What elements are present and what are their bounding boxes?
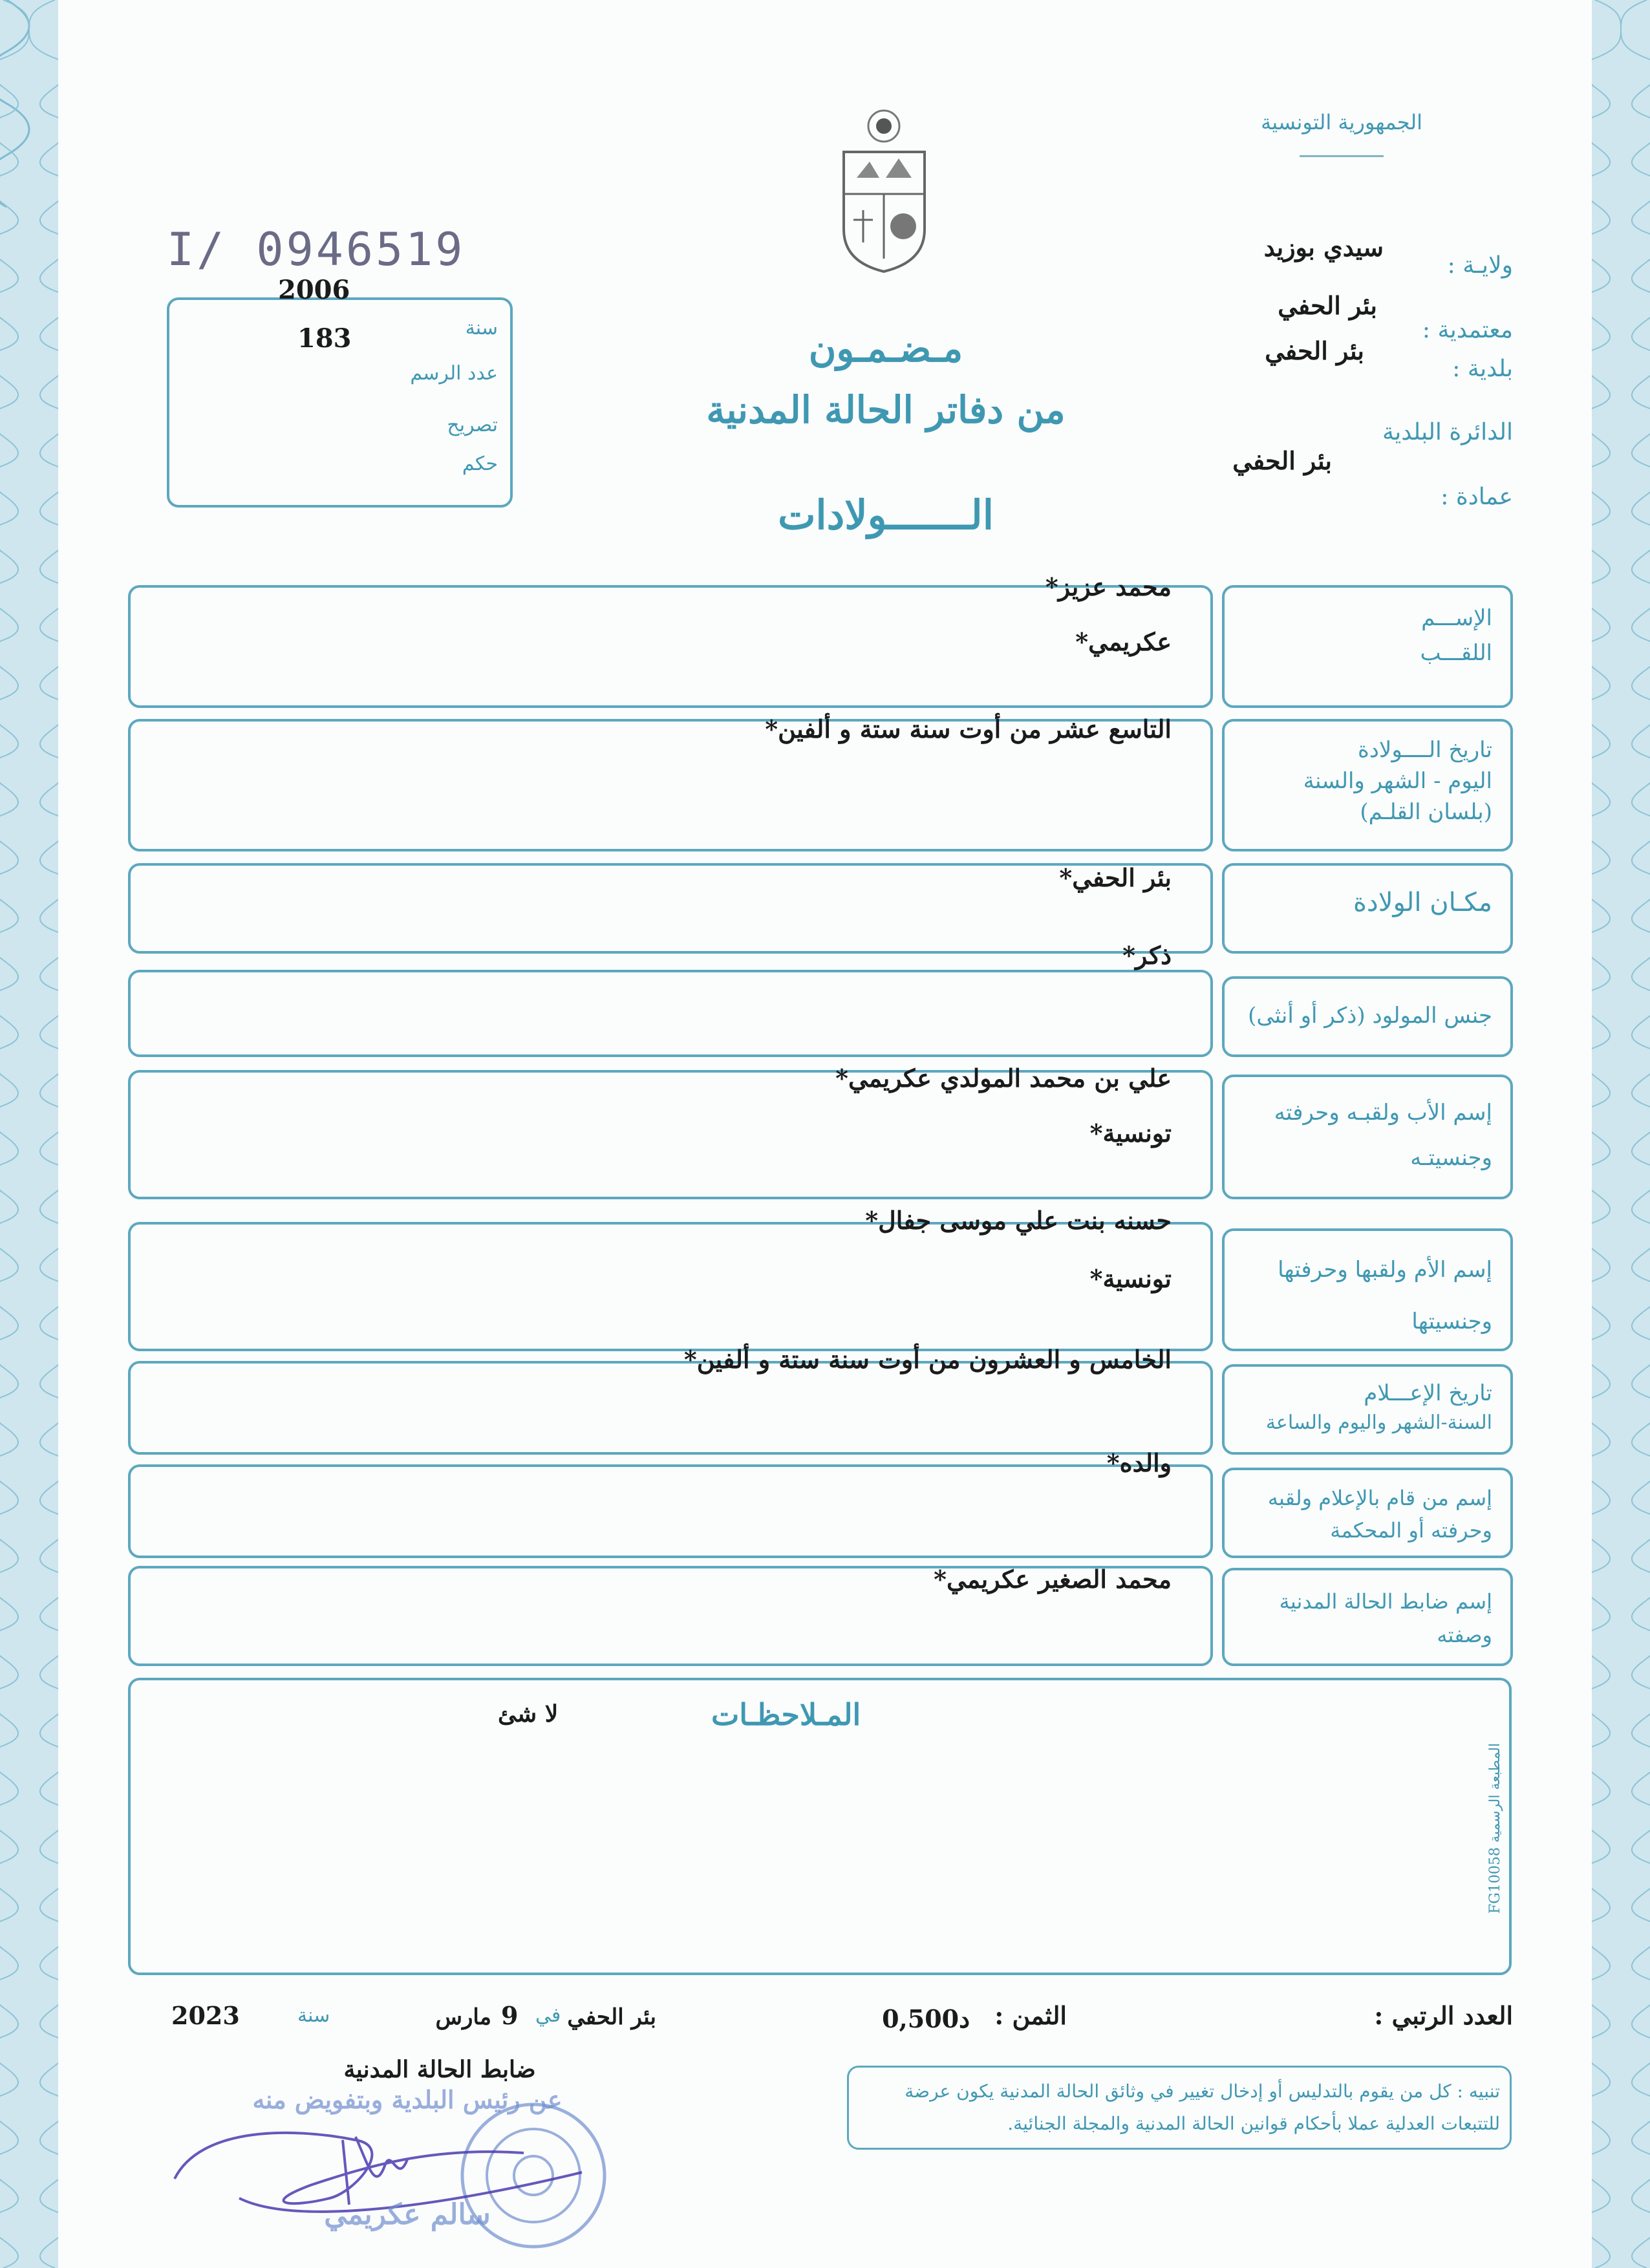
title-line1: مـضـمـون [808, 326, 963, 370]
row-mother-value-1: حسنه بنت علي موسى جفال* [865, 1206, 1172, 1235]
right-guilloche-border [1592, 0, 1650, 2268]
serial-number: I/ 0946519 [167, 223, 466, 276]
row-officer-label-box [1222, 1568, 1513, 1666]
title-line2: من دفاتر الحالة المدنية [706, 388, 1066, 432]
wilaya-label: ولايـة : [1447, 252, 1513, 279]
footer-price-value: 0,500د [882, 2004, 970, 2033]
baladiya-label: بلدية : [1452, 356, 1513, 382]
footer-day-value: 9 [501, 2001, 519, 2030]
row-name-label-1: الإســـم [1421, 605, 1492, 631]
row-birthdate-label-3: (بلسان القلـم) [1360, 799, 1492, 825]
record-number-label: عدد الرسم [410, 362, 498, 385]
row-birthplace-value: بئر الحفي* [1059, 863, 1172, 892]
title-line3: الـــــــولادات [778, 491, 994, 539]
divider [1300, 155, 1384, 157]
record-declaration-label: تصريح [447, 414, 498, 436]
row-name-value-box [128, 585, 1213, 708]
row-name-label-2: اللقـــب [1420, 640, 1492, 666]
row-father-label-1: إسم الأب ولقبـه وحرفته [1274, 1100, 1492, 1126]
row-mother-label-1: إسم الأم ولقبها وحرفتها [1278, 1257, 1492, 1283]
row-father-label-box [1222, 1075, 1513, 1199]
baladiya-value: بئر الحفي [1265, 336, 1364, 365]
row-birthdate-label-box [1222, 719, 1513, 851]
printer-mark: المطبعة الرسمية FG10058 [1487, 1743, 1503, 1914]
row-officer-label-1: إسم ضابط الحالة المدنية [1279, 1589, 1492, 1614]
row-declarant-value-box [128, 1464, 1213, 1558]
row-father-value-2: تونسية* [1089, 1118, 1172, 1148]
row-father-value-1: علي بن محمد المولدي عكريمي* [835, 1064, 1172, 1093]
row-father-label-2: وجنسيتـه [1410, 1145, 1492, 1171]
row-name-label-box [1222, 585, 1513, 708]
footer-price-label: الثمن : [994, 2001, 1067, 2030]
wilaya-value: سيدي بوزيد [1263, 233, 1384, 262]
motamadiya-value: بئر الحفي [1278, 291, 1377, 320]
row-birthplace-label: مكـان الولادة [1353, 888, 1492, 917]
record-year-label: سنة [465, 317, 498, 339]
row-birthplace-value-box [128, 863, 1213, 954]
record-number-value: 183 [297, 323, 352, 354]
omada-label: عمادة : [1441, 484, 1513, 510]
daira-value: بئر الحفي [1232, 446, 1332, 475]
record-year-value: 2006 [278, 275, 350, 305]
republic-label: الجمهورية التونسية [1261, 110, 1422, 134]
record-judgment-label: حكم [462, 453, 498, 475]
left-guilloche-border [0, 0, 58, 2268]
row-declarant-label-1: إسم من قام بالإعلام ولقبه [1267, 1486, 1492, 1510]
footer-place-value: بئر الحفي [567, 2004, 656, 2030]
row-sex-label: جنس المولود (ذكر أو أنثى) [1248, 1003, 1492, 1029]
row-mother-label-2: وجنسيتها [1411, 1309, 1492, 1334]
motamadiya-label: معتمدية : [1422, 317, 1513, 343]
row-declarant-label-2: وحرفته أو المحكمة [1330, 1518, 1492, 1543]
warning-text: تنبيه : كل من يقوم بالتدليس أو إدخال تغيير في وثائق الحالة المدنية يكون عرضة للتتبعات العدلية عملا بأحكام قوانين الحالة المدنية والمجلة الجنائية. [905, 2081, 1500, 2134]
stamp-line1: عن رئيس البلدية وبتفويض منه [252, 2085, 562, 2114]
row-declarant-label-box [1222, 1468, 1513, 1558]
footer-serial-label: العدد الرتبي : [1374, 2001, 1513, 2030]
row-officer-value: محمد الصغير عكريمي* [934, 1565, 1172, 1594]
row-birthdate-label-2: اليوم - الشهر والسنة [1303, 768, 1492, 794]
row-birthdate-label-1: تاريخ الــــولادة [1357, 737, 1492, 763]
row-mother-label-box [1222, 1228, 1513, 1351]
row-sex-value: ذكر* [1122, 941, 1172, 970]
notes-value: لا شئ [498, 1700, 559, 1728]
row-declarant-value: والده* [1106, 1448, 1172, 1477]
row-declaration-date-label-box [1222, 1364, 1513, 1455]
row-birthdate-value: التاسع عشر من أوت سنة ستة و ألفين* [765, 714, 1172, 744]
footer-year-value: 2023 [171, 2001, 240, 2030]
row-declaration-date-value-box [128, 1361, 1213, 1455]
row-officer-label-2: وصفته [1437, 1623, 1492, 1647]
coat-of-arms-icon [831, 107, 938, 275]
footer-month-value: مارس [435, 2004, 491, 2030]
stamp-line2: سالم عكريمي [324, 2198, 491, 2231]
row-declaration-date-value: الخامس و العشرون من أوت سنة ستة و ألفين* [683, 1345, 1172, 1374]
footer-year-label: سنة [297, 2004, 330, 2027]
footer-officer-label: ضابط الحالة المدنية [343, 2056, 536, 2083]
daira-label: الدائرة البلدية [1382, 419, 1513, 445]
footer-in-label: في [535, 2004, 561, 2027]
row-mother-value-box [128, 1222, 1213, 1351]
row-sex-value-box [128, 970, 1213, 1057]
row-name-value-1: محمد عزيز* [1045, 572, 1172, 601]
row-declaration-date-label-1: تاريخ الإعـــلام [1364, 1380, 1492, 1406]
row-mother-value-2: تونسية* [1089, 1264, 1172, 1293]
row-name-value-2: عكريمي* [1075, 627, 1172, 656]
row-declaration-date-label-2: السنة-الشهر واليوم والساعة [1265, 1411, 1492, 1434]
notes-label: المـلاحظـات [711, 1697, 861, 1732]
row-sex-label-box [1222, 976, 1513, 1057]
row-birthplace-label-box [1222, 863, 1513, 954]
